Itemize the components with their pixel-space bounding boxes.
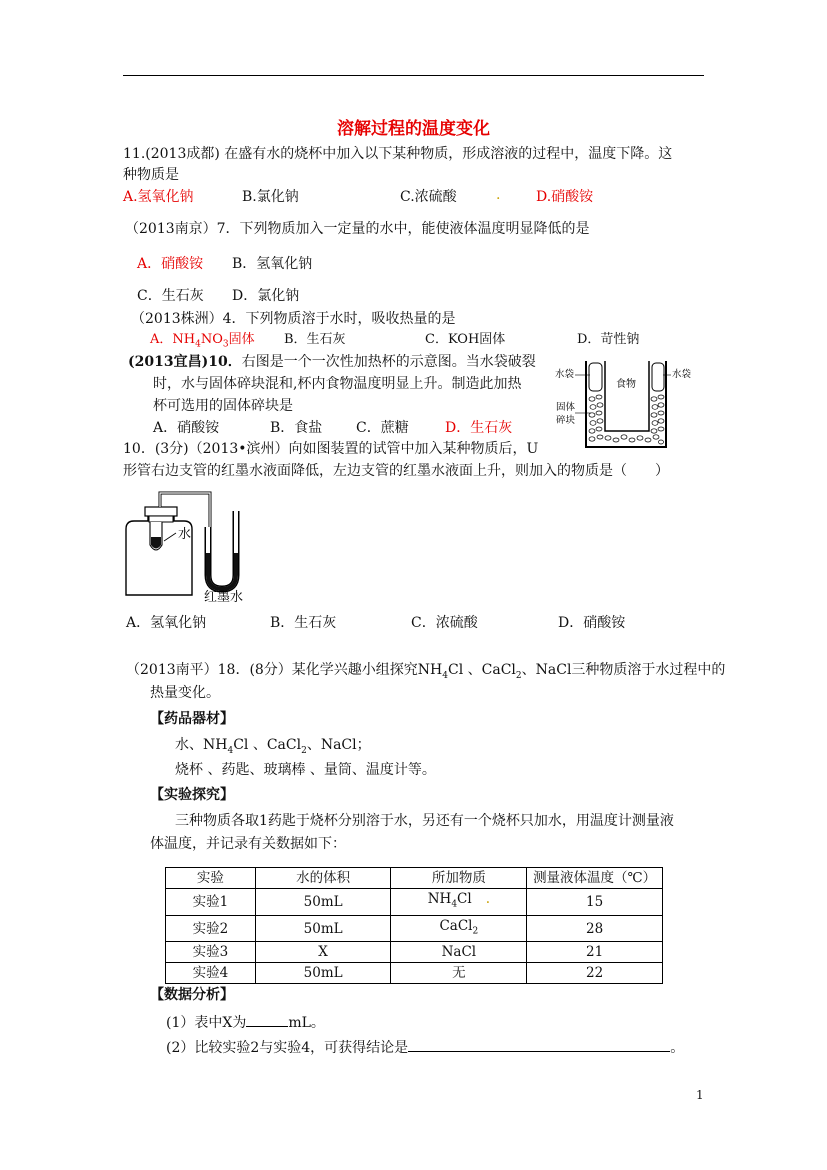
table-cell-temperature: 21 [527, 942, 663, 963]
q1-option-d: D.硝酸铵 [536, 189, 594, 205]
q4-stem-line1: (2013宜昌)10．右图是一个一次性加热杯的示意图。当水袋破裂 [128, 354, 536, 370]
table-row [166, 889, 663, 916]
q5-stem-line1: 10．(3分)（2013•滨州）向如图装置的试管中加入某种物质后，U [123, 441, 539, 457]
section-explore: 【实验探究】 [150, 787, 234, 803]
heating-cup-diagram [553, 355, 698, 453]
page-title: 溶解过程的温度变化 [337, 119, 490, 139]
diagram-label-water: 水 [178, 527, 192, 542]
table-cell-substance: CaCl$_2$ [391, 915, 527, 942]
table-cell-experiment: 实验3 [166, 942, 256, 963]
table-row [166, 942, 663, 963]
q5-option-a: A．氢氧化钠 [126, 615, 207, 631]
table-row [166, 963, 663, 984]
q6-stem-line1: （2013南平）18．(8分）某化学兴趣小组探究$NH_4Cl$ 、CaCl$_2$、NaCl三种物质溶于水过程中的 [126, 662, 726, 681]
diagram-label-food: 食物 [616, 379, 636, 390]
q1-option-a: A.氢氧化钠 [123, 189, 194, 205]
q1-option-b: B.氯化钠 [242, 189, 299, 205]
header-rule [123, 75, 704, 76]
q3-option-a: A．$NH_4NO_3$固体 [150, 332, 255, 350]
table-header-cell: 实验 [166, 868, 256, 889]
table-cell-volume: 50mL [255, 889, 391, 916]
table-cell-volume: X [255, 942, 391, 963]
q2-option-a: A．硝酸铵 [137, 256, 204, 272]
section-materials: 【药品器材】 [150, 711, 234, 727]
q3-stem: （2013株洲）4．下列物质溶于水时，吸收热量的是 [131, 311, 456, 327]
q6-stem-line2: 热量变化。 [150, 685, 220, 701]
q2-option-c: C．生石灰 [137, 288, 204, 304]
table-cell-temperature: 15 [527, 889, 663, 916]
q6-explore-line1: 三种物质各取1药匙于烧杯分别溶于水，另还有一个烧杯只加水，用温度计测量液 [175, 813, 674, 829]
q6-tools: 烧杯 、药匙、玻璃棒 、量筒、温度计等。 [175, 762, 436, 778]
diagram-label-solid-1: 固体 [556, 402, 576, 413]
q3-option-c: C．KOH固体 [425, 332, 506, 347]
diagram-label-water-bag-right: 水袋 [672, 369, 692, 380]
table-cell-volume: 50mL [255, 915, 391, 942]
q5-option-c: C．浓硫酸 [411, 615, 478, 631]
q3-option-d: D．苛性钠 [577, 332, 640, 347]
q2-option-b: B．氢氧化钠 [232, 256, 313, 272]
q1-option-c: C.浓硫酸 [400, 189, 457, 205]
table-cell-substance: $NH_4Cl$ . [391, 889, 527, 916]
table-cell-temperature: 22 [527, 963, 663, 984]
q2-stem: （2013南京）7．下列物质加入一定量的水中，能使液体温度明显降低的是 [125, 221, 590, 237]
q6-materials: 水、$NH_4Cl$ 、CaCl$_2$、NaCl； [175, 737, 371, 756]
q2-option-d: D．氯化钠 [232, 288, 300, 304]
section-analysis: 【数据分析】 [150, 987, 234, 1003]
experiment-data-table [165, 867, 663, 984]
q1-stem-line2: 种物质是 [123, 167, 179, 183]
q5-option-b: B．生石灰 [270, 615, 337, 631]
diagram-label-solid-2: 碎块 [556, 415, 576, 426]
diagram-label-water-bag-left: 水袋 [555, 369, 575, 380]
u-tube-apparatus-diagram [120, 483, 255, 605]
q4-stem-line3: 杯可选用的固体碎块是 [153, 398, 293, 414]
diagram-label-red-ink: 红墨水 [204, 590, 244, 605]
q6-answer-2: (2）比较实验2与实验4，可获得结论是 。 [166, 1037, 684, 1057]
page-number: 1 [696, 1088, 704, 1102]
table-header-row [166, 868, 663, 889]
q4-option-d: D．生石灰 [445, 420, 513, 436]
q4-source: (2013宜昌)10． [128, 354, 242, 370]
q3-option-b: B．生石灰 [284, 332, 346, 347]
table-cell-experiment: 实验4 [166, 963, 256, 984]
table-cell-substance: 无 [391, 963, 527, 984]
q1-stem-line1: 11.(2013成都) 在盛有水的烧杯中加入以下某种物质，形成溶液的过程中，温度下降。这 [123, 146, 673, 162]
q5-option-d: D．硝酸铵 [558, 615, 626, 631]
table-cell-experiment: 实验1 [166, 889, 256, 916]
q4-option-c: C．蔗糖 [356, 420, 409, 436]
q4-stem-line2: 时，水与固体碎块混和,杯内食物温度明显上升。制造此加热 [153, 376, 522, 392]
answer-blank-2[interactable] [408, 1037, 670, 1052]
table-header-cell: 水的体积 [255, 868, 391, 889]
answer-blank-1[interactable] [246, 1012, 288, 1027]
q5-stem-line2: 形管右边支管的红墨水液面降低，左边支管的红墨水液面上升，则加入的物质是（ ） [123, 463, 669, 479]
table-row [166, 915, 663, 942]
q1-dot: . [496, 187, 501, 203]
q4-option-b: B．食盐 [270, 420, 323, 436]
q6-explore-line2: 体温度，并记录有关数据如下： [150, 836, 346, 852]
table-cell-experiment: 实验2 [166, 915, 256, 942]
table-cell-temperature: 28 [527, 915, 663, 942]
table-cell-volume: 50mL [255, 963, 391, 984]
table-header-cell: 所加物质 [391, 868, 527, 889]
table-header-cell: 测量液体温度（℃） [527, 868, 663, 889]
q4-option-a: A．硝酸铵 [153, 420, 220, 436]
q6-answer-1: (1）表中X为 mL。 [166, 1012, 325, 1032]
table-cell-substance: NaCl [391, 942, 527, 963]
